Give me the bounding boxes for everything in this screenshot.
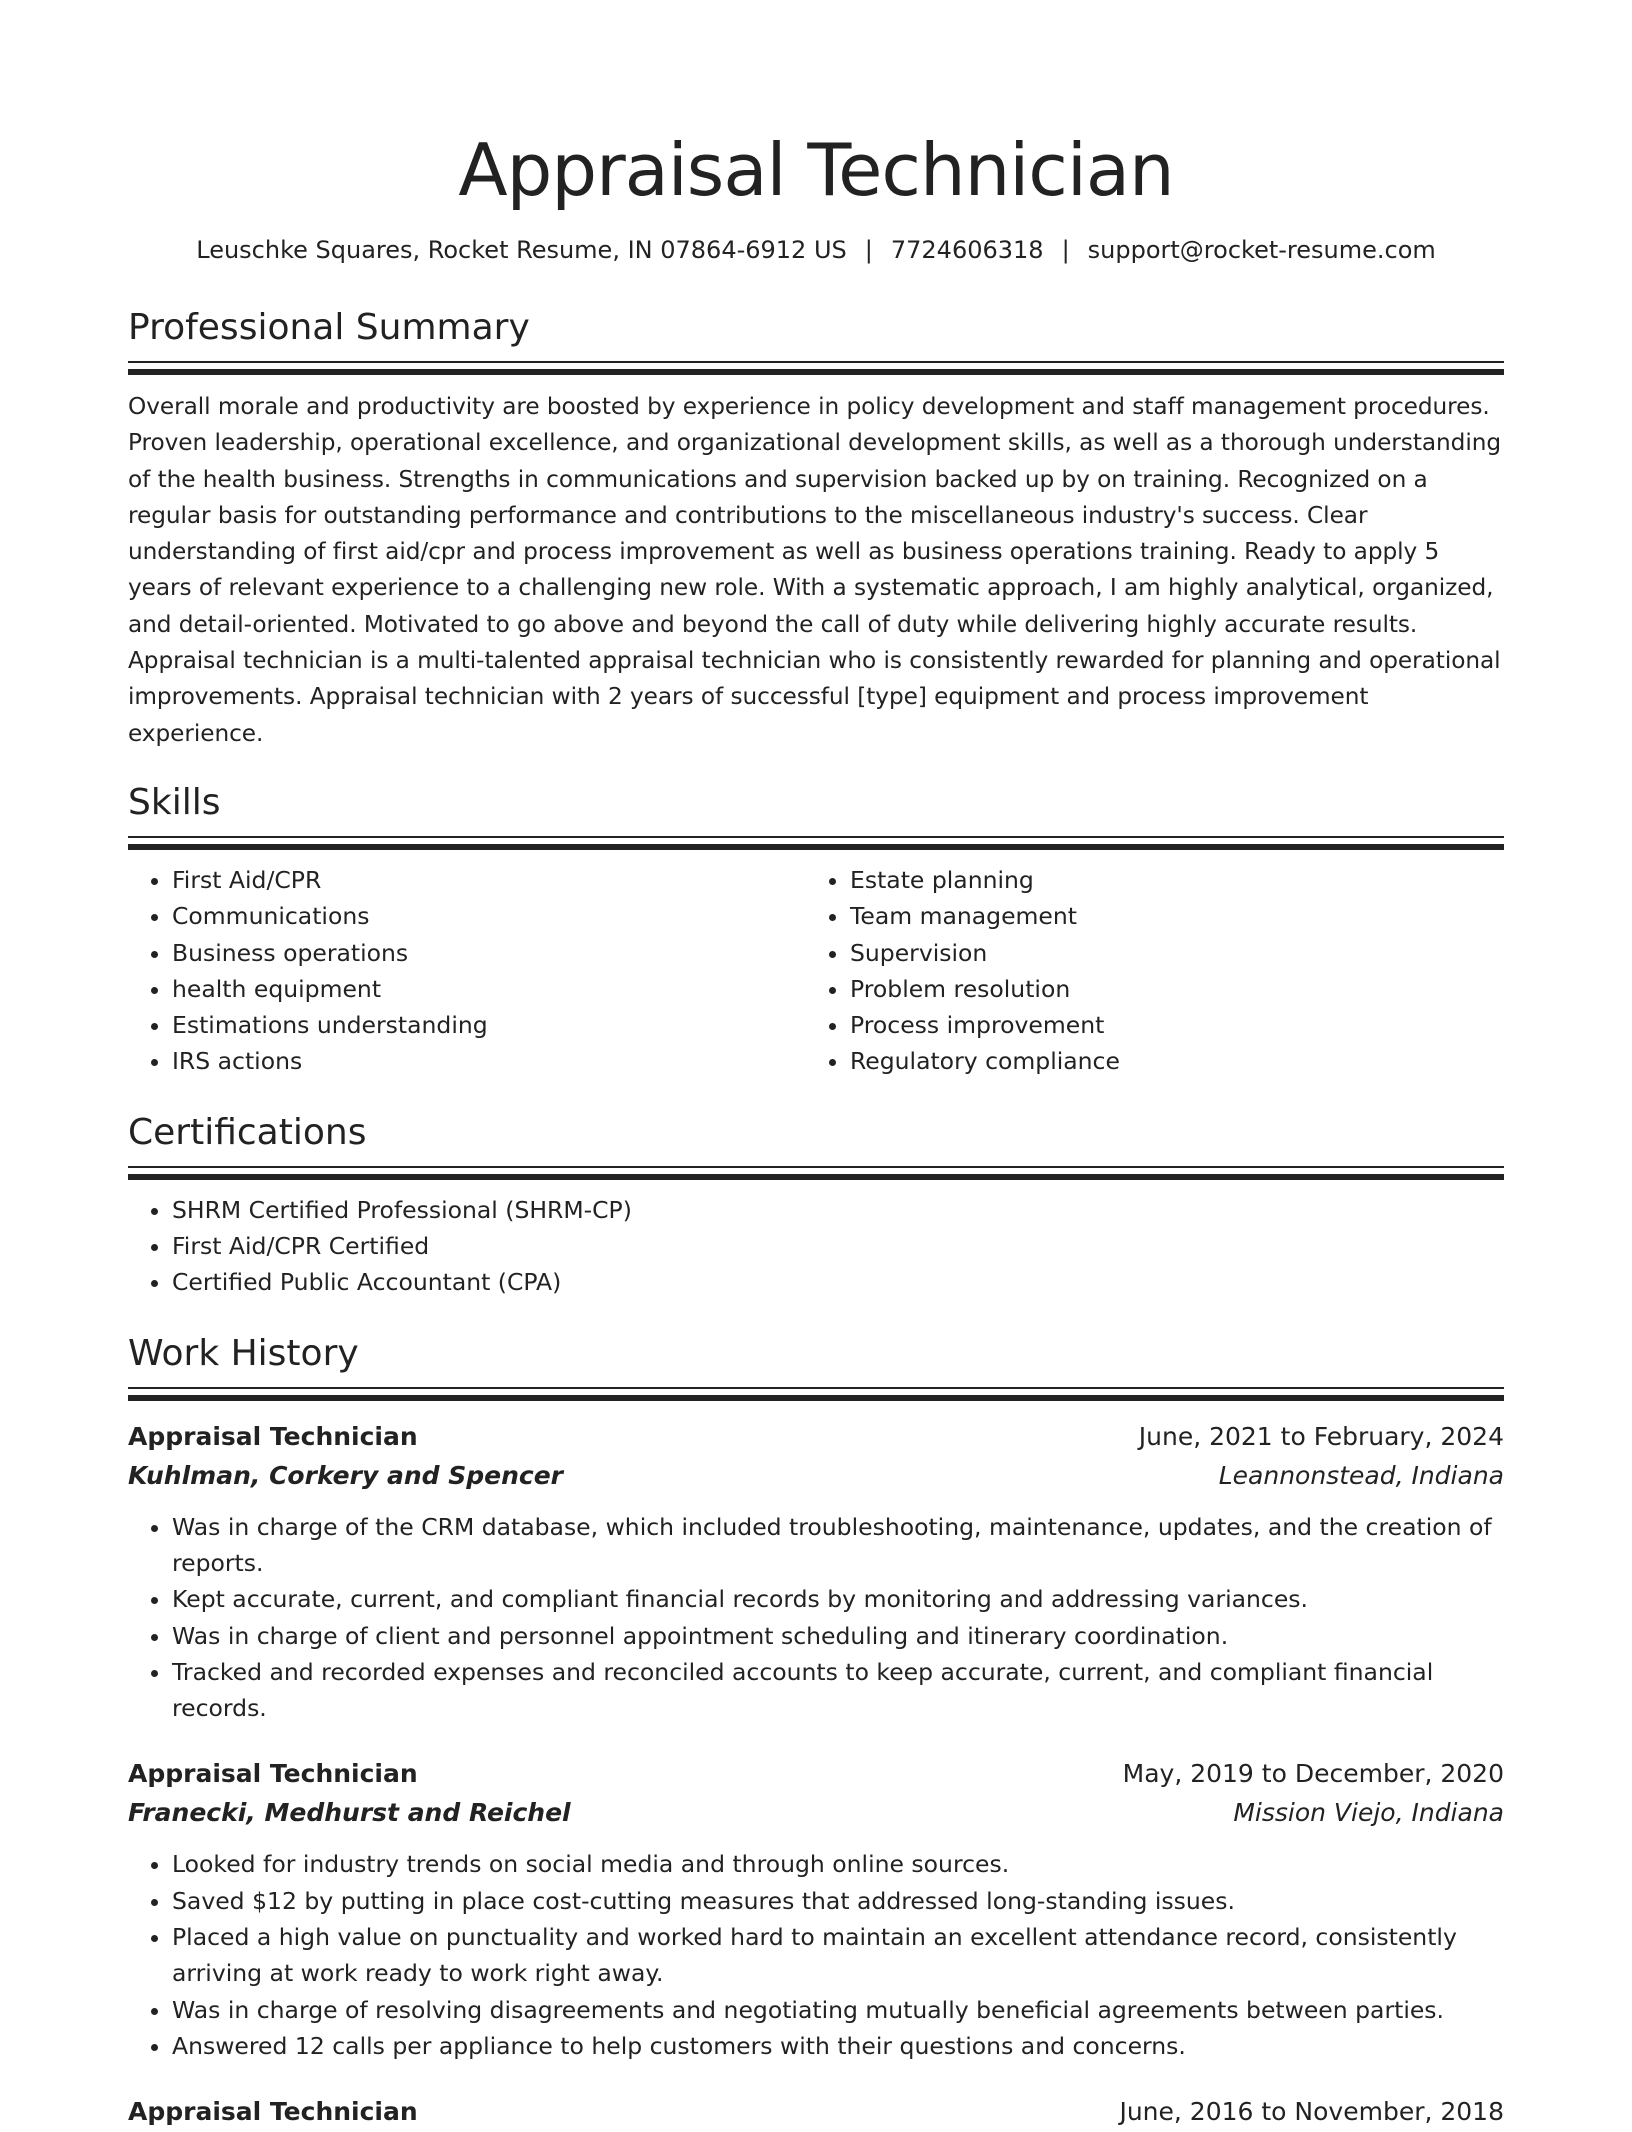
skills-list-right <box>806 862 1484 1080</box>
job-header-row <box>128 1754 1504 1794</box>
job-employer-row <box>128 1794 1504 1832</box>
skill-item: • Business operations <box>172 935 806 971</box>
contact-line <box>128 233 1504 267</box>
skill-item: • First Aid/CPR <box>172 862 806 898</box>
summary-section <box>128 305 1504 752</box>
job-title: Appraisal Technician <box>128 2097 418 2127</box>
job-bullet: • Answered 12 calls per appliance to help customers with their questions and concerns. <box>172 2028 1504 2064</box>
certification-item: • SHRM Certified Professional (SHRM-CP) <box>172 1192 1504 1228</box>
contact-phone: 7724606318 <box>890 236 1044 264</box>
skill-item: • Team management <box>850 898 1484 934</box>
skills-heading: Skills <box>128 781 221 823</box>
skills-list-left <box>128 862 806 1080</box>
work-history-section <box>128 1331 1504 2132</box>
job-bullets <box>128 1846 1504 2064</box>
resume-name: Appraisal Technician <box>458 128 1174 212</box>
resume-page <box>128 0 1504 2132</box>
skill-item: • Problem resolution <box>850 971 1484 1007</box>
skill-item: • IRS actions <box>172 1043 806 1079</box>
job-bullet: • Was in charge of client and personnel appointment scheduling and itinerary coordination. <box>172 1618 1504 1654</box>
skills-column-right <box>806 862 1484 1080</box>
skill-item: • Estimations understanding <box>172 1007 806 1043</box>
certifications-heading: Certifications <box>128 1111 367 1153</box>
skills-columns <box>128 862 1504 1080</box>
job-location: Mission Viejo, Indiana <box>1233 1798 1504 1828</box>
job-bullet: • Saved $12 by putting in place cost-cutting measures that addressed long-standing issues. <box>172 1883 1504 1919</box>
job-bullet: • Tracked and recorded expenses and reconciled accounts to keep accurate, current, and compliant financial records. <box>172 1654 1504 1727</box>
job-bullet: • Looked for industry trends on social media and through online sources. <box>172 1846 1504 1882</box>
section-divider <box>128 1387 1504 1401</box>
certifications-section <box>128 1110 1504 1301</box>
job-entry <box>128 1417 1504 1727</box>
skill-item: • Supervision <box>850 935 1484 971</box>
contact-email: support@rocket-resume.com <box>1087 236 1436 264</box>
section-divider <box>128 836 1504 850</box>
skills-column-left <box>128 862 806 1080</box>
contact-address: Leuschke Squares, Rocket Resume, IN 07864-6912 US <box>196 236 847 264</box>
skill-item: • Estate planning <box>850 862 1484 898</box>
summary-heading: Professional Summary <box>128 307 530 348</box>
job-entry <box>128 1754 1504 2064</box>
section-divider <box>128 1166 1504 1180</box>
certification-item: • Certified Public Accountant (CPA) <box>172 1264 1504 1300</box>
job-dates: May, 2019 to December, 2020 <box>1122 1759 1504 1789</box>
section-divider <box>128 361 1504 375</box>
skill-item: • Regulatory compliance <box>850 1043 1484 1079</box>
job-header-row <box>128 1417 1504 1457</box>
skills-section <box>128 780 1504 1080</box>
job-bullet: • Was in charge of the CRM database, which included troubleshooting, maintenance, updates, and the creation of reports. <box>172 1509 1504 1582</box>
job-company: Franecki, Medhurst and Reichel <box>128 1798 571 1828</box>
certifications-list <box>128 1192 1504 1301</box>
job-employer-row <box>128 1457 1504 1495</box>
job-company: Kuhlman, Corkery and Spencer <box>128 1460 563 1490</box>
skill-item: • health equipment <box>172 971 806 1007</box>
skill-item: • Process improvement <box>850 1007 1484 1043</box>
job-bullets <box>128 1509 1504 1727</box>
job-entry <box>128 2092 1504 2132</box>
contact-separator: | <box>1061 236 1070 264</box>
contact-separator: | <box>864 236 873 264</box>
job-dates: June, 2021 to February, 2024 <box>1138 1421 1504 1451</box>
job-bullet: • Was in charge of resolving disagreements and negotiating mutually beneficial agreements between parties. <box>172 1992 1504 2028</box>
certification-item: • First Aid/CPR Certified <box>172 1228 1504 1264</box>
job-dates: June, 2016 to November, 2018 <box>1119 2097 1504 2127</box>
summary-text: Overall morale and productivity are boosted by experience in policy development and staff management procedures. Proven leadership, operational excellence, and organizational development skills, as well as a thorough understanding of the health business. Strengths in communications and supervision backed up by on training. Recognized on a regular basis for outstanding performance and contributions to the miscellaneous industry's success. Clear understanding of first aid/cpr and process improvement as well as business operations training. Ready to apply 5 years of relevant experience to a challenging new role. With a systematic approach, I am highly analytical, organized, and detail-oriented. Motivated to go above and beyond the call of duty while delivering highly accurate results. Appraisal technician is a multi-talented appraisal technician who is consistently rewarded for planning and operational improvements. Appraisal technician with 2 years of successful [type] equipment and process improvement experience. <box>128 393 1502 747</box>
job-location: Leannonstead, Indiana <box>1218 1460 1504 1490</box>
job-title: Appraisal Technician <box>128 1421 418 1451</box>
work-history-heading: Work History <box>128 1332 359 1374</box>
skill-item: • Communications <box>172 898 806 934</box>
job-bullet: • Placed a high value on punctuality and worked hard to maintain an excellent attendance record, consistently arriving at work ready to work right away. <box>172 1919 1504 1992</box>
job-title: Appraisal Technician <box>128 1759 418 1789</box>
job-bullet: • Kept accurate, current, and compliant financial records by monitoring and addressing variances. <box>172 1581 1504 1617</box>
job-header-row <box>128 2092 1504 2132</box>
